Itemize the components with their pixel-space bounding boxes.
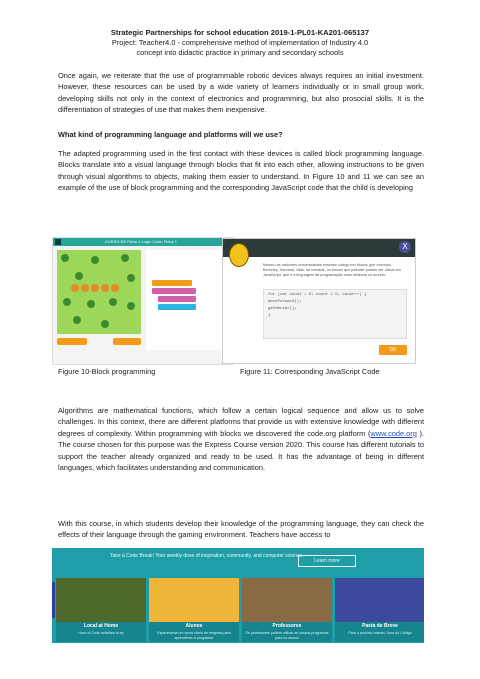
javascript-code-box <box>263 289 407 339</box>
when-run-block[interactable] <box>152 280 192 286</box>
tree-icon <box>121 254 129 262</box>
banner-side-tab <box>52 582 55 618</box>
tile-image <box>242 578 332 622</box>
paragraph-algorithms <box>58 405 424 473</box>
banner-tagline: Take a Code Break! Your weekly dose of inspiration, community, and computer science. <box>110 553 304 559</box>
tile-subtitle: Experimenta um curso cheio de enigmas para aprenderes a programar <box>157 631 231 640</box>
flower-icon <box>71 284 79 292</box>
tree-icon <box>87 300 95 308</box>
block-workspace[interactable] <box>146 250 230 350</box>
ok-button[interactable]: OK <box>379 345 407 355</box>
paragraph-investment: Once again, we reiterate that the use of programmable robotic devices always requires an initial investment. However, these resources can be used by a wide variety of learners individually or in small group work, developing skills not only in the context of electronics and programming, but also prosocial skills. It is the differentiation of strategies of use that makes them inexpensive. <box>58 71 424 115</box>
tile-local-at-home[interactable] <box>56 578 146 642</box>
project-line-2: concept into didactic practice in primary and secondary schools <box>136 48 344 57</box>
algorithms-text: Algorithms are mathematical functions, which follow a certain logical sequence and allow us to solve challenges. In this context, there are different platforms that provide us with extensive knowledge with different degrees of complexity. Within programming with blocks we discovered the code.org platform ( <box>58 406 424 438</box>
close-icon[interactable]: X <box>399 241 411 253</box>
tile-title: Professores <box>272 623 302 629</box>
tree-icon <box>73 316 81 324</box>
puzzle-title: CURSO DE Ficha 1 Logic Code: Ficha 1 <box>105 239 178 244</box>
flower-icon <box>111 284 119 292</box>
dialog-message: Mesmo as melhores universidades ensinam código em blocos (por exemplo, Berkeley, Harvard). Mas, na verdade, os blocos que juntaste podem ser vistos em JavaScript, que é a linguagem de programação mais utilizada no mundo: <box>263 263 401 277</box>
document-title: Strategic Partnerships for school education 2019-1-PL01-KA201-065137 <box>110 28 370 37</box>
tile-subtitle: Para o próximo evento, Hora do Código <box>348 631 412 635</box>
tree-icon <box>109 298 117 306</box>
tree-icon <box>75 272 83 280</box>
tile-title: Pasta de Breve <box>362 623 398 629</box>
figure-10-block-programming <box>52 237 234 365</box>
code-line: for (var count = 0; count < 5; count++) { <box>268 293 367 297</box>
tile-subtitle: Os professores podem utilizar os nossos programas para os alunos <box>245 631 329 640</box>
maze-board <box>57 250 141 334</box>
move-forward-block[interactable] <box>158 296 196 302</box>
code-org-logo <box>55 239 61 245</box>
tree-icon <box>61 254 69 262</box>
code-line: } <box>268 314 271 318</box>
code-org-banner <box>52 548 424 643</box>
tile-image <box>149 578 239 622</box>
tile-title: Local at Home <box>83 623 119 629</box>
figure-11-javascript-code <box>222 238 416 364</box>
section-heading: What kind of programming language and platforms will we use? <box>58 130 283 139</box>
tile-image <box>335 578 424 622</box>
reset-button[interactable] <box>113 338 141 345</box>
code-line: moveForward(); <box>268 300 302 304</box>
repeat-block[interactable] <box>152 288 196 294</box>
run-button[interactable] <box>57 338 87 345</box>
tile-professores[interactable] <box>242 578 332 642</box>
figure-11-caption: Figure 11: Corresponding JavaScript Code <box>240 367 380 376</box>
get-nectar-block[interactable] <box>158 304 196 310</box>
progress-strip <box>223 239 415 257</box>
figure-10-caption: Figure 10-Block programming <box>58 367 156 376</box>
tree-icon <box>127 274 135 282</box>
tree-icon <box>127 302 135 310</box>
algorithms-text-cont: ). The course chosen for this purpose was the Express Course version 2020. This course has different tutorials to support the teacher already organized and ready to be used. It has the advantage of being in different languages, which facilitates understanding and communication. <box>58 428 424 473</box>
tile-subtitle: Hour of Code activities to try <box>78 631 124 635</box>
code-line: getNectar(); <box>268 307 297 311</box>
flower-icon <box>81 284 89 292</box>
flower-icon <box>91 284 99 292</box>
bee-icon <box>229 243 249 267</box>
tile-alunos[interactable] <box>149 578 239 642</box>
tile-image <box>56 578 146 622</box>
paragraph-block-programming: The adapted programming used in the first contact with these devices is called block programming language. Blocks translate into a visual language through blocks that fit into each other, allowing instructions to be given through visual algorithms to objects, making them easier to understand. In Figure 10 and 11 we can see an example of the use of block programming and the corresponding JavaScript code that the child is developing <box>58 149 424 193</box>
tree-icon <box>91 256 99 264</box>
learn-more-button[interactable]: Learn more <box>298 555 356 567</box>
document-header <box>0 28 480 58</box>
tile-pasta-de-breve[interactable] <box>335 578 424 642</box>
tree-icon <box>63 298 71 306</box>
flower-icon <box>101 284 109 292</box>
paragraph-course: With this course, in which students develop their knowledge of the programming language, they can check the effects of their language through the gaming environment. Teachers have access to <box>58 519 424 540</box>
code-org-link[interactable]: www.code.org <box>370 428 417 438</box>
project-line-1: Project: Teacher4.0 - comprehensive method of implementation of Industry 4.0 <box>111 38 369 47</box>
tree-icon <box>101 320 109 328</box>
tile-title: Alunos <box>185 623 203 629</box>
